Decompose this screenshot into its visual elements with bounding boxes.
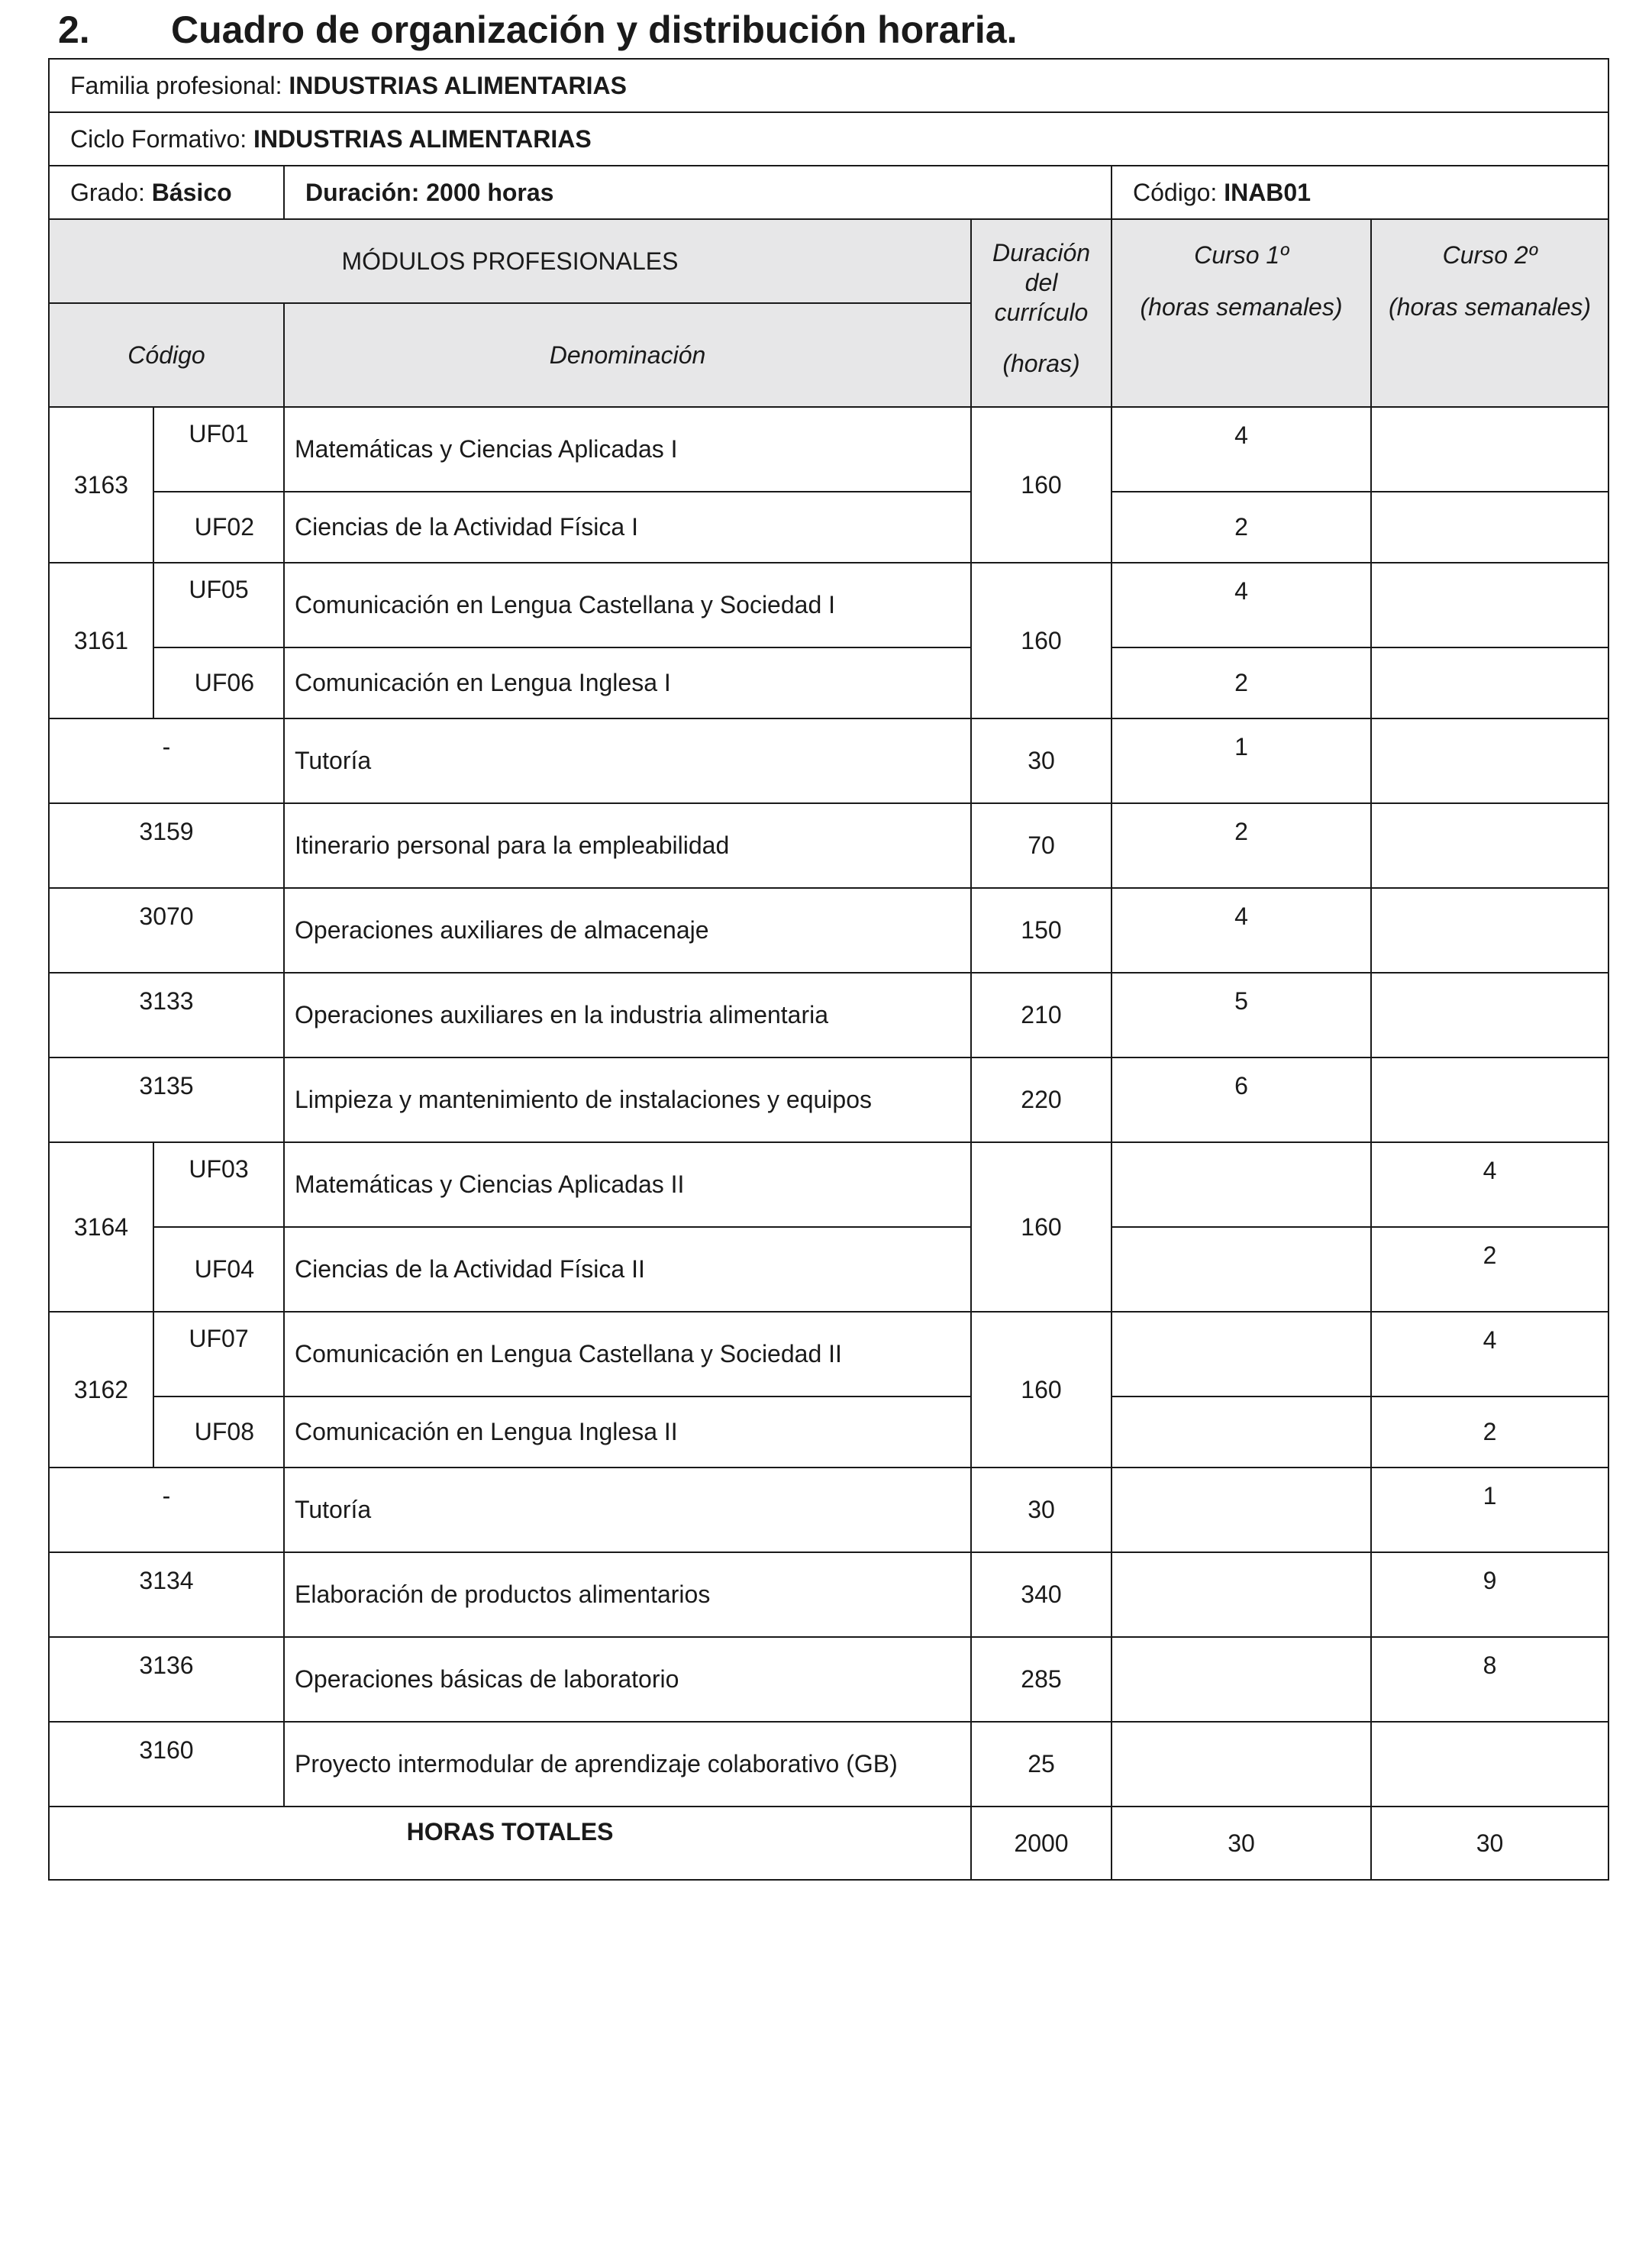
module-name: Elaboración de productos alimentarios — [284, 1552, 971, 1637]
curso2-hours: 4 — [1371, 1142, 1608, 1227]
module-name: Itinerario personal para la empleabilidad — [284, 803, 971, 888]
curso1-hours: 1 — [1112, 718, 1371, 803]
curso2-hours: 4 — [1371, 1312, 1608, 1396]
duracion-header: Duración del currículo (horas) — [971, 219, 1112, 407]
curso2-hours — [1371, 888, 1608, 973]
curso1-hours — [1112, 1142, 1371, 1227]
curso1-hours — [1112, 1722, 1371, 1807]
module-duration: 160 — [971, 563, 1112, 718]
table-row — [49, 407, 1608, 492]
curso2-hours — [1371, 407, 1608, 492]
curso2-hours — [1371, 492, 1608, 563]
module-duration: 210 — [971, 973, 1112, 1057]
header-row-top — [49, 219, 1608, 303]
module-name: Ciencias de la Actividad Física II — [284, 1227, 971, 1312]
module-duration: 70 — [971, 803, 1112, 888]
unit-code: UF07 — [153, 1312, 284, 1396]
curso2-hours: 2 — [1371, 1396, 1608, 1468]
unit-code: UF05 — [153, 563, 284, 647]
curso1-hours: 4 — [1112, 407, 1371, 492]
modulos-header: MÓDULOS PROFESIONALES — [49, 219, 971, 303]
curso1-hours — [1112, 1312, 1371, 1396]
curso2-hours: 2 — [1371, 1227, 1608, 1312]
curso2-hours: 8 — [1371, 1637, 1608, 1722]
totals-curso1: 30 — [1112, 1807, 1371, 1880]
unit-code: UF06 — [153, 647, 284, 718]
curso1-hours: 4 — [1112, 563, 1371, 647]
module-duration: 30 — [971, 1468, 1112, 1552]
module-code: 3134 — [49, 1552, 284, 1637]
module-name: Comunicación en Lengua Inglesa II — [284, 1396, 971, 1468]
section-number: 2. — [58, 8, 90, 51]
table-row — [49, 492, 1608, 563]
ciclo-value: INDUSTRIAS ALIMENTARIAS — [253, 124, 592, 153]
module-code: 3161 — [49, 563, 153, 718]
curso2-hours — [1371, 803, 1608, 888]
curso2-hours — [1371, 718, 1608, 803]
module-name: Operaciones auxiliares de almacenaje — [284, 888, 971, 973]
module-name: Operaciones básicas de laboratorio — [284, 1637, 971, 1722]
module-code: 3162 — [49, 1312, 153, 1468]
module-name: Proyecto intermodular de aprendizaje colaborativo (GB) — [284, 1722, 971, 1807]
module-code: 3164 — [49, 1142, 153, 1312]
module-duration: 160 — [971, 407, 1112, 563]
table-row — [49, 1637, 1608, 1722]
curso2-hours — [1371, 973, 1608, 1057]
table-row — [49, 647, 1608, 718]
schedule-table — [48, 58, 1609, 1881]
module-name: Ciencias de la Actividad Física I — [284, 492, 971, 563]
curso2-hours — [1371, 1057, 1608, 1142]
familia-cell: Familia profesional: INDUSTRIAS ALIMENTARIAS — [49, 59, 1608, 112]
module-code: 3136 — [49, 1637, 284, 1722]
table-row — [49, 1552, 1608, 1637]
info-row-grado — [49, 166, 1608, 219]
module-name: Comunicación en Lengua Castellana y Sociedad I — [284, 563, 971, 647]
curso1-hours — [1112, 1468, 1371, 1552]
codigo-value: INAB01 — [1224, 178, 1311, 206]
module-code: 3159 — [49, 803, 284, 888]
curso2-hours — [1371, 563, 1608, 647]
info-row-ciclo — [49, 112, 1608, 166]
table-row — [49, 1142, 1608, 1227]
unit-code: UF02 — [153, 492, 284, 563]
curso1-hours: 4 — [1112, 888, 1371, 973]
duracion-value: 2000 horas — [426, 178, 554, 206]
curso1-hours — [1112, 1552, 1371, 1637]
curso2-hours — [1371, 647, 1608, 718]
curso1-hours — [1112, 1396, 1371, 1468]
module-duration: 150 — [971, 888, 1112, 973]
curso2-hours: 1 — [1371, 1468, 1608, 1552]
module-name: Tutoría — [284, 1468, 971, 1552]
grado-value: Básico — [151, 178, 232, 206]
module-name: Operaciones auxiliares en la industria alimentaria — [284, 973, 971, 1057]
unit-code: UF01 — [153, 407, 284, 492]
table-row — [49, 1312, 1608, 1396]
totals-curso2: 30 — [1371, 1807, 1608, 1880]
module-name: Limpieza y mantenimiento de instalaciones y equipos — [284, 1057, 971, 1142]
module-code: 3070 — [49, 888, 284, 973]
table-row — [49, 1057, 1608, 1142]
table-row — [49, 1227, 1608, 1312]
section-title: Cuadro de organización y distribución horaria. — [171, 8, 1018, 51]
table-row — [49, 803, 1608, 888]
unit-code: UF04 — [153, 1227, 284, 1312]
duracion-cell: Duración: 2000 horas — [284, 166, 1112, 219]
module-name: Matemáticas y Ciencias Aplicadas I — [284, 407, 971, 492]
table-row — [49, 718, 1608, 803]
module-name: Comunicación en Lengua Inglesa I — [284, 647, 971, 718]
curso1-header: Curso 1º (horas semanales) — [1112, 219, 1371, 407]
curso2-hours: 9 — [1371, 1552, 1608, 1637]
table-row — [49, 973, 1608, 1057]
module-code: 3160 — [49, 1722, 284, 1807]
module-duration: 340 — [971, 1552, 1112, 1637]
curso1-hours: 2 — [1112, 492, 1371, 563]
section-heading — [58, 8, 1018, 61]
totals-label: HORAS TOTALES — [49, 1807, 971, 1880]
table-row — [49, 563, 1608, 647]
module-duration: 160 — [971, 1142, 1112, 1312]
grado-cell: Grado: Básico — [49, 166, 284, 219]
module-duration: 220 — [971, 1057, 1112, 1142]
curso2-hours — [1371, 1722, 1608, 1807]
curso1-hours: 2 — [1112, 647, 1371, 718]
info-row-familia — [49, 59, 1608, 112]
module-code: - — [49, 1468, 284, 1552]
module-name: Tutoría — [284, 718, 971, 803]
table-row — [49, 888, 1608, 973]
curso1-hours: 5 — [1112, 973, 1371, 1057]
curso2-header: Curso 2º (horas semanales) — [1371, 219, 1608, 407]
totals-duration: 2000 — [971, 1807, 1112, 1880]
module-name: Matemáticas y Ciencias Aplicadas II — [284, 1142, 971, 1227]
totals-row — [49, 1807, 1608, 1880]
curso1-hours: 6 — [1112, 1057, 1371, 1142]
module-name: Comunicación en Lengua Castellana y Sociedad II — [284, 1312, 971, 1396]
module-code: 3163 — [49, 407, 153, 563]
unit-code: UF08 — [153, 1396, 284, 1468]
module-duration: 285 — [971, 1637, 1112, 1722]
module-duration: 30 — [971, 718, 1112, 803]
unit-code: UF03 — [153, 1142, 284, 1227]
module-duration: 160 — [971, 1312, 1112, 1468]
codigo-header: Código — [49, 303, 284, 407]
ciclo-cell: Ciclo Formativo: INDUSTRIAS ALIMENTARIAS — [49, 112, 1608, 166]
familia-value: INDUSTRIAS ALIMENTARIAS — [289, 71, 627, 99]
curso1-hours: 2 — [1112, 803, 1371, 888]
module-duration: 25 — [971, 1722, 1112, 1807]
curso1-hours — [1112, 1637, 1371, 1722]
table-row — [49, 1396, 1608, 1468]
curso1-hours — [1112, 1227, 1371, 1312]
denominacion-header: Denominación — [284, 303, 971, 407]
table-row — [49, 1468, 1608, 1552]
codigo-cell: Código: INAB01 — [1112, 166, 1608, 219]
module-code: 3133 — [49, 973, 284, 1057]
module-code: - — [49, 718, 284, 803]
table-row — [49, 1722, 1608, 1807]
module-code: 3135 — [49, 1057, 284, 1142]
